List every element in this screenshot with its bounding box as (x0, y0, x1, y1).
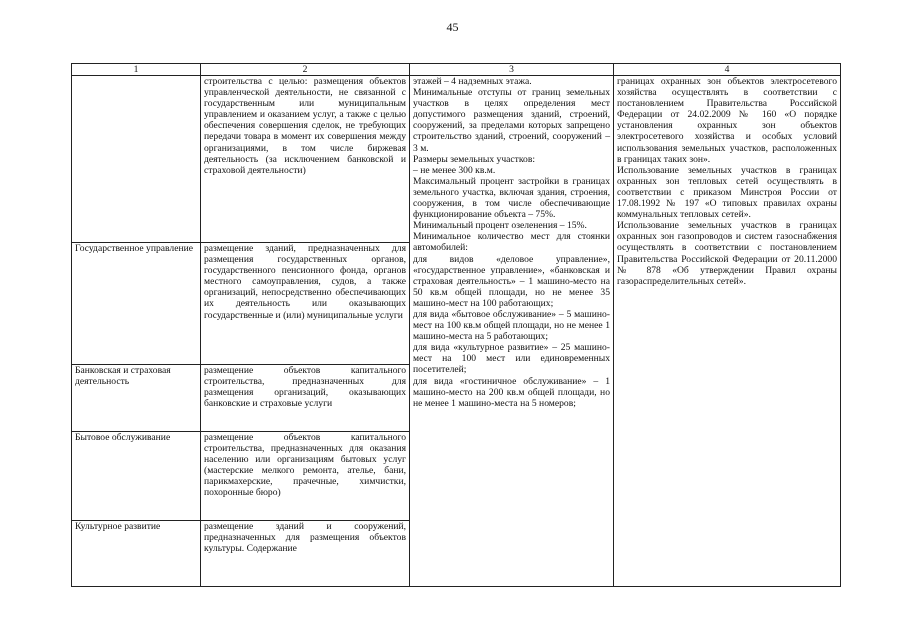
parameter-paragraph: для вида «культурное развитие» – 25 машино-мест на 100 мест или единовременных посетителей; (413, 342, 610, 376)
description-culture: размещение зданий и сооружений, предназначенных для размещения объектов культуры. Содержание (204, 521, 406, 555)
col2-cell (201, 76, 410, 587)
header-col-4: 4 (614, 64, 841, 76)
use-type-banking: Банковская и страховая деятельность (72, 365, 200, 432)
use-type-state-admin: Государственное управление (72, 243, 200, 365)
restriction-paragraph: Использование земельных участков в границах охранных зон газопроводов и систем газоснабжения осуществлять в соответствии с постановлением Правительства Российской Федерации от 20.11.2000 № 878 «Об утверждении Правил охраны газораспределительных сетей». (617, 220, 837, 287)
parameter-paragraph: Размеры земельных участков: (413, 153, 536, 165)
header-col-1: 1 (72, 64, 201, 76)
description-state-admin: размещение зданий, предназначенных для размещения государственных органов, государственного пенсионного фонда, органов местного самоуправления, судов, а также организаций, непосредственно обеспечивающих их деятельность или оказывающих государственные и (или) муниципальные услуги (204, 243, 406, 321)
description-banking: размещение объектов капитального строительства, предназначенных для размещения организаций, оказывающих банковские и страховые услуги (204, 365, 406, 410)
parameters-cell (410, 76, 614, 587)
parameter-paragraph: Минимальное количество мест для стоянки автомобилей: (413, 231, 610, 254)
header-col-3: 3 (410, 64, 614, 76)
parameter-paragraph: для вида «бытовое обслуживание» – 5 машино-мест на 100 кв.м общей площади, но не менее 1 машино-места на 5 работающих; (413, 308, 610, 343)
parameter-paragraph: Минимальный процент озеленения – 15%. (413, 220, 587, 232)
use-type-culture: Культурное развитие (75, 521, 161, 532)
parameter-paragraph: Максимальный процент застройки в границах земельного участка, включая здания, строения, сооружения, в том числе обеспечивающие функционирование объекта – 75%. (413, 175, 610, 221)
description-household: размещение объектов капитального строительства, предназначенных для оказания населению или организациям бытовых услуг (мастерские мелкого ремонта, ателье, бани, парикмахерские, прачечные, химчистки, похоронные бюро) (204, 432, 406, 499)
parameter-paragraph: этажей – 4 надземных этажа. (413, 76, 532, 87)
zoning-table (71, 63, 841, 587)
table-header-row (72, 64, 841, 76)
use-type-cell (72, 76, 200, 243)
parameter-paragraph: для вида «гостиничное обслуживание» – 1 машино-место на 200 кв.м общей площади, но не менее 1 машино-места на 5 номеров; (413, 375, 610, 409)
parameter-paragraph: – не менее 300 кв.м. (413, 164, 496, 176)
use-type-household: Бытовое обслуживание (72, 432, 200, 521)
parameter-paragraph: для видов «деловое управление», «государственное управление», «банковская и страховая деятельность» – 1 машино-место на 50 кв.м общей площади, но не менее 35 машино-мест на 100 работающих; (413, 253, 610, 309)
col1-cell (72, 76, 201, 587)
restrictions-cell (614, 76, 841, 587)
description-business: строительства с целью: размещения объектов управленческой деятельности, не связанной с государственным или муниципальным управлением и оказанием услуг, а также с целью обеспечения совершения сделок, не требующих передачи товара в момент их совершения между организациями, в том числе биржевая деятельность (за исключением банковской и страховой деятельности) (204, 76, 406, 176)
parameter-paragraph: Минимальные отступы от границ земельных участков в целях определения мест допустимого размещения зданий, строений, сооружений, за пределами которых запрещено строительство зданий, строений, сооружений – 3 м. (413, 87, 610, 154)
table-body-row (72, 76, 841, 587)
page-number: 45 (446, 20, 459, 34)
restriction-paragraph: Использование земельных участков в границах охранных зон тепловых сетей осуществлять в соответствии с приказом Минстроя России от 17.08.1992 № 197 «О типовых правилах охраны коммунальных тепловых сетей». (617, 164, 837, 221)
header-col-2: 2 (201, 64, 410, 76)
restriction-paragraph: границах охранных зон объектов электросетевого хозяйства осуществлять в соответствии с постановлением Правительства Российской Федерации от 24.02.2009 № 160 «О порядке установления охранных зон объектов электросетевого хозяйства и особых условий использования земельных участков, расположенных в границах таких зон». (617, 76, 837, 165)
